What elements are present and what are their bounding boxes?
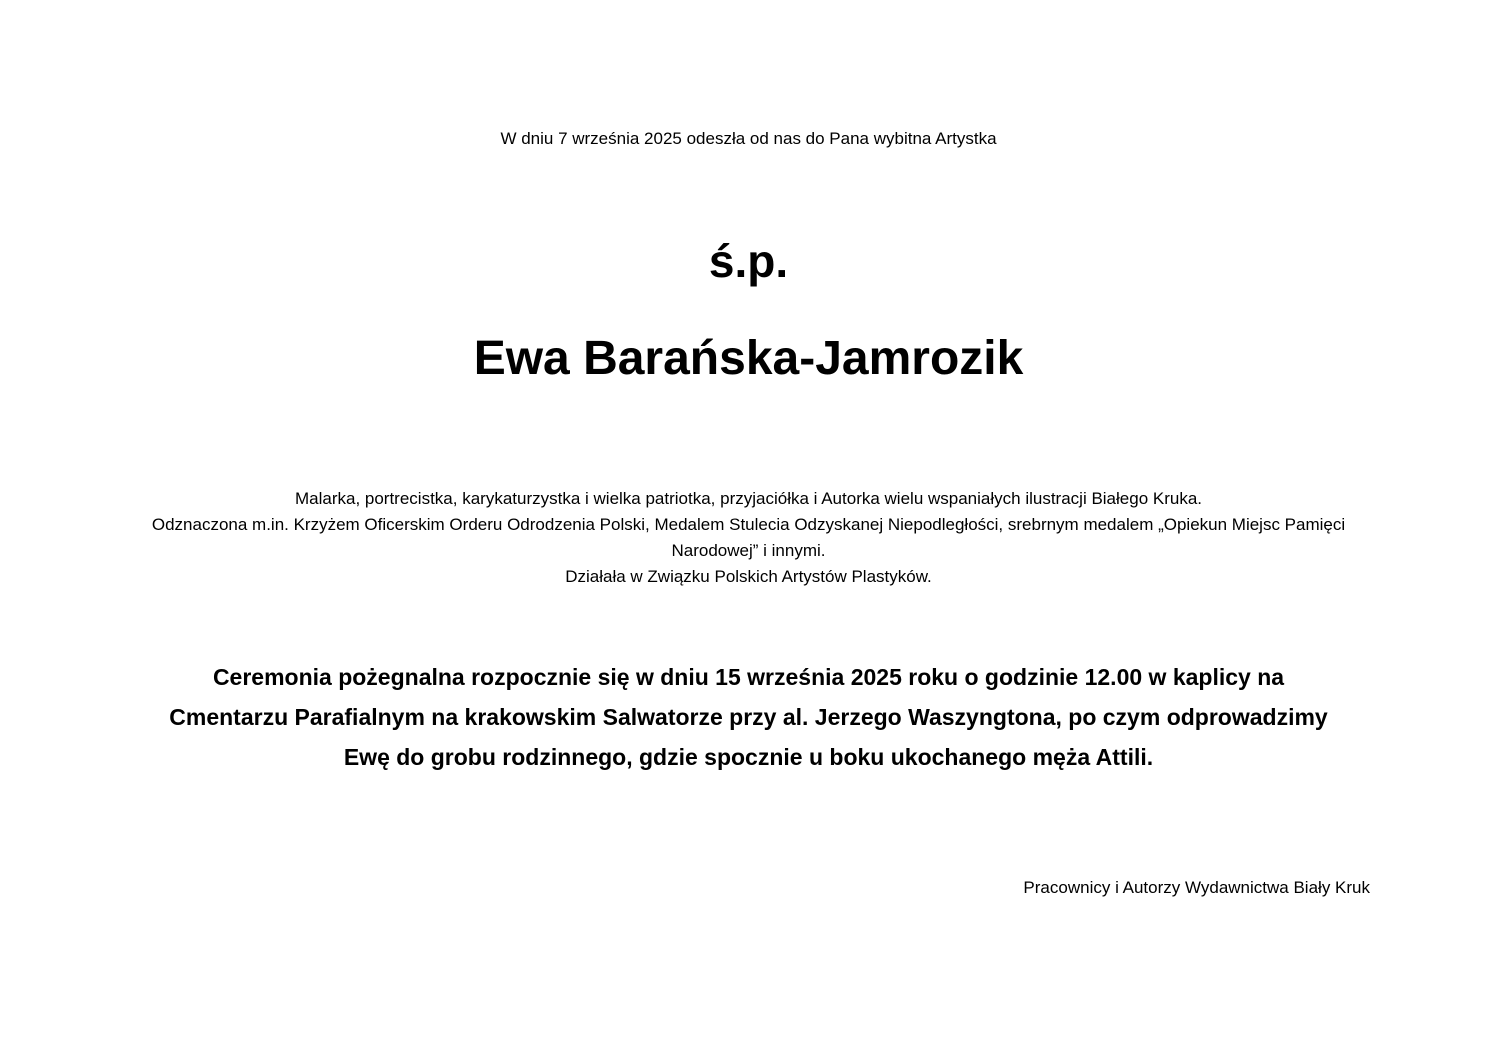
deceased-name: Ewa Barańska-Jamrozik	[473, 332, 1024, 385]
intro-text: W dniu 7 września 2025 odeszła od nas do Pana wybitna Artystka	[500, 129, 997, 148]
honorific: ś.p.	[708, 235, 789, 287]
biography	[120, 486, 1377, 590]
ceremony-info	[110, 657, 1387, 777]
bio-line: Odznaczona m.in. Krzyżem Oficerskim Orderu Odrodzenia Polski, Medalem Stulecia Odzyskanej Niepodległości, srebrnym medalem „Opiekun Miejsc Pamięci Narodowej” i innymi.	[151, 515, 1346, 560]
ceremony-line: Ewę do grobu rodzinnego, gdzie spocznie u boku ukochanego męża Attili.	[343, 744, 1154, 770]
ceremony-line: Ceremonia pożegnalna rozpocznie się w dniu 15 września 2025 roku o godzinie 12.00 w kaplicy na	[212, 664, 1285, 690]
ceremony-line: Cmentarzu Parafialnym na krakowskim Salwatorze przy al. Jerzego Waszyngtona, po czym odprowadzimy	[169, 704, 1328, 730]
signature: Pracownicy i Autorzy Wydawnictwa Biały Kruk	[1023, 878, 1370, 897]
bio-line: Malarka, portrecistka, karykaturzystka i wielka patriotka, przyjaciółka i Autorka wielu wspaniałych ilustracji Białego Kruka.	[294, 489, 1203, 508]
bio-line: Działała w Związku Polskich Artystów Plastyków.	[565, 567, 932, 586]
